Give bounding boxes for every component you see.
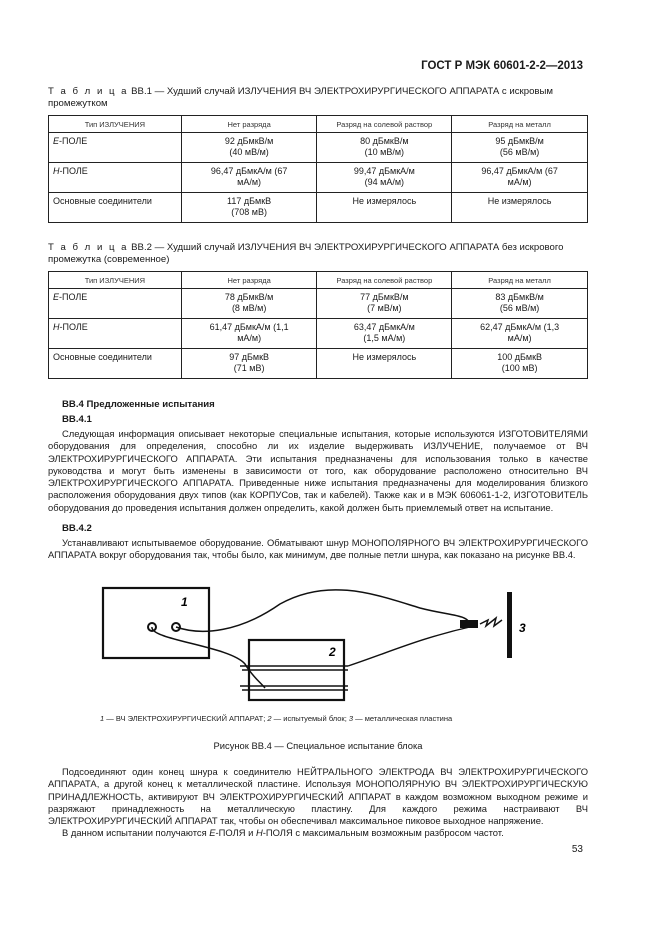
table2-caption-lead: Т а б л и ц а	[48, 242, 129, 253]
table-cell: 95 дБмкВ/м (56 мВ/м)	[452, 133, 588, 163]
cable-to-accessory	[348, 626, 474, 666]
table-cell: Основные соединители	[49, 349, 182, 379]
figure-label-2: 2	[329, 645, 336, 659]
figure-label-1: 1	[181, 595, 188, 609]
table-cell: 96,47 дБмкА/м (67 мА/м)	[452, 163, 588, 193]
paragraph: В данном испытании получаются E-ПОЛЯ и H-ПОЛЯ с максимальным возможным разбросом частот.	[62, 827, 504, 838]
table1-caption	[48, 86, 596, 110]
table1-header: Тип ИЗЛУЧЕНИЯ	[49, 116, 182, 133]
paragraph: Следующая информация описывает некоторые специальные испытания, которые используются ИЗГОТОВИТЕЛЯМИ оборудования для определения, способно ли их изделие выдерживать ИЗЛУЧЕНИЕ, получаемое от ВЧ ЭЛЕКТРОХИРУРГИЧЕСКОГО АППАРАТА. Эти испытания предназначены для использования только в качестве руководства и могут быть изменены в зависимости от того, как оборудование расположено относительно ВЧ ЭЛЕКТРОХИРУРГИЧЕСКОГО АППАРАТА. Приведенные ниже испытания предназначены для моделирования близкого расположения оборудования двух типов (как КОРПУСов, так и кабелей). Также как и в МЭК 606061-1-2, ИЗГОТОВИТЕЛЬ оборудования до проведения испытания должен определить, какой должен быть приемлемый ответ на испытание.	[48, 428, 588, 513]
table-row	[49, 349, 588, 379]
table2-caption	[48, 242, 596, 266]
table1	[48, 115, 588, 223]
standard-header: ГОСТ Р МЭК 60601-2-2—2013	[421, 60, 583, 72]
table-cell: Основные соединители	[49, 193, 182, 223]
table2-header: Нет разряда	[181, 272, 317, 289]
table1-caption-lead: Т а б л и ц а	[48, 86, 129, 97]
table-cell: H-ПОЛЕ	[49, 163, 182, 193]
table-cell: 96,47 дБмкА/м (67 мА/м)	[181, 163, 317, 193]
table-cell: E-ПОЛЕ	[49, 289, 182, 319]
table-cell: 77 дБмкВ/м (7 мВ/м)	[317, 289, 452, 319]
table-cell: H-ПОЛЕ	[49, 319, 182, 349]
table-row	[49, 193, 588, 223]
table-cell: 80 дБмкВ/м (10 мВ/м)	[317, 133, 452, 163]
table-cell: 78 дБмкВ/м (8 мВ/м)	[181, 289, 317, 319]
paragraph: Подсоединяют один конец шнура к соединителю НЕЙТРАЛЬНОГО ЭЛЕКТРОДА ВЧ ЭЛЕКТРОХИРУРГИЧЕСКОГО АППАРАТА, а другой конец к металлической пластине. Используя МОНОПОЛЯРНУЮ ВЧ ЭЛЕКТРОХИРУРГИЧЕСКУЮ ПРИНАДЛЕЖНОСТЬ, активируют ВЧ ЭЛЕКТРОХИРУРГИЧЕСКИЙ АППАРАТ в каждом возможном выходном режиме и разряжают принадлежность на металлическую пластину. Для каждого режима настраивают ВЧ ЭЛЕКТРОХИРУРГИЧЕСКИЙ АППАРАТ так, чтобы он обеспечивал максимальное пиковое выходное напряжение.	[48, 766, 588, 827]
table1-header: Нет разряда	[181, 116, 317, 133]
page-number: 53	[571, 844, 583, 855]
table2-header: Разряд на металл	[452, 272, 588, 289]
figure-caption: Рисунок ВВ.4 — Специальное испытание блока	[213, 740, 423, 751]
table2-header-row	[49, 272, 588, 289]
table-cell: Не измерялось	[452, 193, 588, 223]
table-cell: 92 дБмкВ/м (40 мВ/м)	[181, 133, 317, 163]
table2-header: Разряд на солевой раствор	[317, 272, 452, 289]
accessory-handle	[460, 620, 478, 628]
table-cell: 100 дБмкВ (100 мВ)	[452, 349, 588, 379]
table-row	[49, 319, 588, 349]
figure-diagram	[90, 582, 560, 707]
table1-caption-text: ВВ.1 — Худший случай ИЗЛУЧЕНИЯ ВЧ ЭЛЕКТРОХИРУРГИЧЕСКОГО АППАРАТА с искровым промежутком	[48, 86, 554, 109]
table1-header-row	[49, 116, 588, 133]
table-row	[49, 133, 588, 163]
table2-caption-text: ВВ.2 — Худший случай ИЗЛУЧЕНИЯ ВЧ ЭЛЕКТРОХИРУРГИЧЕСКОГО АППАРАТА без искрового промежутка (современное)	[48, 242, 564, 265]
table-cell: 99,47 дБмкА/м (94 мА/м)	[317, 163, 452, 193]
table-cell: 62,47 дБмкА/м (1,3 мА/м)	[452, 319, 588, 349]
table-cell: 97 дБмкВ (71 мВ)	[181, 349, 317, 379]
table-cell: 63,47 дБмкА/м (1,5 мА/м)	[317, 319, 452, 349]
table-cell: 117 дБмкВ (708 мВ)	[181, 193, 317, 223]
table2	[48, 271, 588, 379]
table-cell: 83 дБмкВ/м (56 мВ/м)	[452, 289, 588, 319]
paragraph: Устанавливают испытываемое оборудование. Обматывают шнур МОНОПОЛЯРНОГО ВЧ ЭЛЕКТРОХИРУРГИЧЕСКОГО АППАРАТА вокруг оборудования так, чтобы было, как минимум, две полные петли шнура, как показано на рисунке ВВ.4.	[48, 537, 588, 561]
table2-header: Тип ИЗЛУЧЕНИЯ	[49, 272, 182, 289]
table-row	[49, 289, 588, 319]
electrosurgical-unit-box	[103, 588, 209, 658]
table-cell: Не измерялось	[317, 193, 452, 223]
table-cell: 61,47 дБмкА/м (1,1 мА/м)	[181, 319, 317, 349]
cable-to-plate	[176, 590, 470, 631]
table-row	[49, 163, 588, 193]
table1-header: Разряд на солевой раствор	[317, 116, 452, 133]
spark-icon	[480, 618, 502, 626]
table-cell: Не измерялось	[317, 349, 452, 379]
figure-label-3: 3	[519, 621, 526, 635]
figure-legend: 1 — ВЧ ЭЛЕКТРОХИРУРГИЧЕСКИЙ АППАРАТ; 2 — испытуемый блок; 3 — металлическая пластина	[100, 714, 453, 723]
subsection-title: ВВ.4.2	[62, 523, 92, 534]
section-title: ВВ.4 Предложенные испытания	[62, 399, 215, 410]
metal-plate	[507, 592, 512, 658]
table-cell: E-ПОЛЕ	[49, 133, 182, 163]
table1-header: Разряд на металл	[452, 116, 588, 133]
subsection-title: ВВ.4.1	[62, 414, 92, 425]
